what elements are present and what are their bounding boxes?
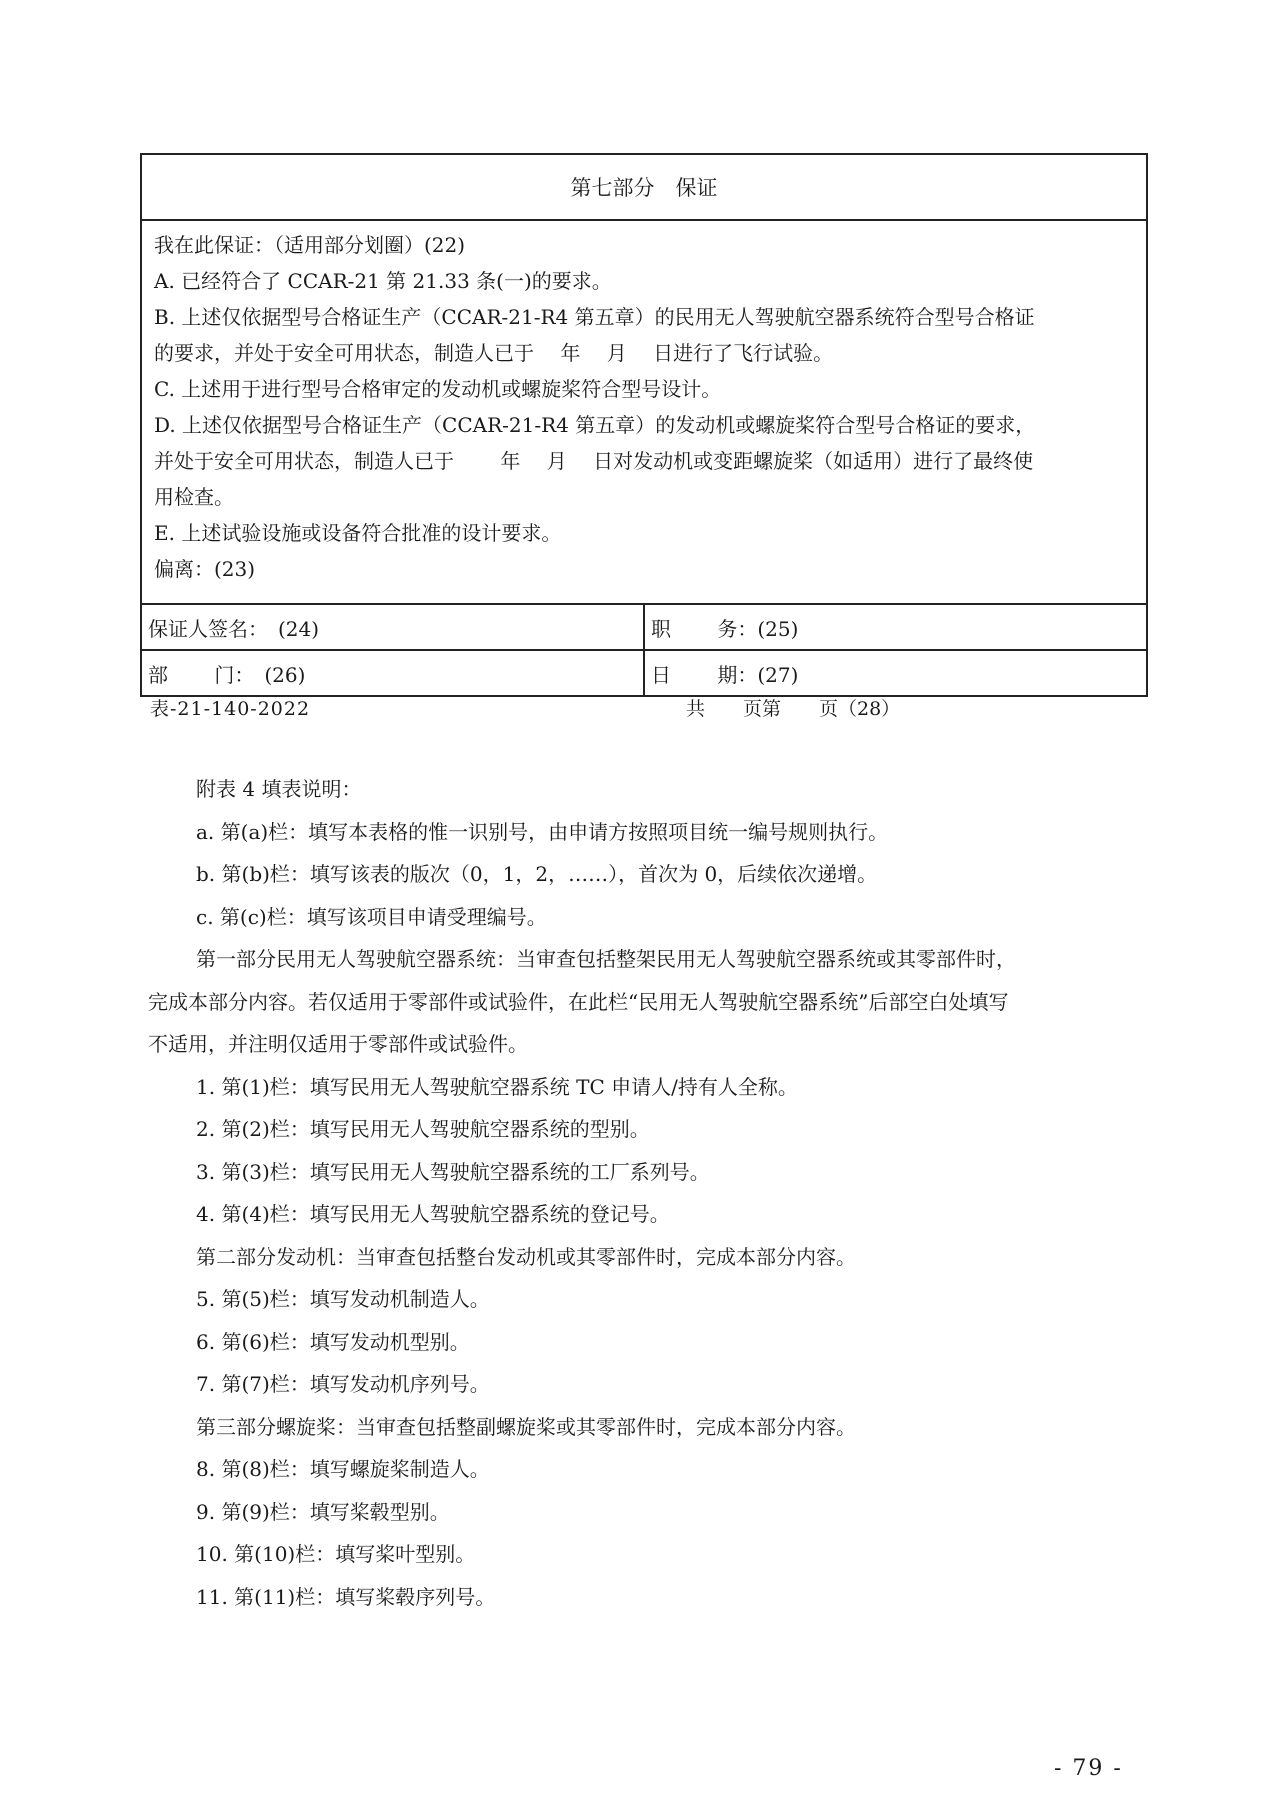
instruction-line: 不适用，并注明仅适用于零部件或试验件。: [148, 1032, 528, 1056]
position-field: 职 务：(25): [644, 604, 1147, 650]
signature-field: 保证人签名： (24): [141, 604, 644, 650]
instruction-line: 第一部分民用无人驾驶航空器系统：当审查包括整架民用无人驾驶航空器系统或其零部件时，: [196, 947, 1016, 971]
guarantee-form-table: [140, 153, 1148, 697]
body-line: 我在此保证：（适用部分划圈）(22): [154, 233, 466, 257]
instruction-line: 11. 第(11)栏：填写桨毂序列号。: [196, 1584, 496, 1609]
instruction-line: c. 第(c)栏：填写该项目申请受理编号。: [196, 904, 547, 929]
body-line: E. 上述试验设施或设备符合批准的设计要求。: [154, 521, 562, 545]
page-count: 共 页第 页（28）: [686, 698, 901, 720]
instruction-line: 7. 第(7)栏：填写发动机序列号。: [196, 1372, 490, 1396]
form-code: 表-21-140-2022: [150, 698, 311, 720]
filling-instructions: [148, 768, 1148, 1618]
page-number: - 79 -: [1054, 1756, 1123, 1781]
body-line: D. 上述仅依据型号合格证生产（CCAR-21-R4 第五章）的发动机或螺旋桨符合型号合格证的要求，: [154, 413, 1036, 437]
body-line: 用检查。: [154, 485, 234, 509]
department-field: 部 门： (26): [141, 650, 644, 696]
instruction-line: 第三部分螺旋桨：当审查包括整副螺旋桨或其零部件时，完成本部分内容。: [196, 1414, 856, 1439]
instruction-line: 1. 第(1)栏：填写民用无人驾驶航空器系统 TC 申请人/持有人全称。: [196, 1074, 798, 1099]
guarantee-body: [141, 220, 1147, 604]
instruction-line: 9. 第(9)栏：填写桨毂型别。: [196, 1499, 450, 1524]
instruction-line: 5. 第(5)栏：填写发动机制造人。: [196, 1287, 490, 1311]
instruction-line: 2. 第(2)栏：填写民用无人驾驶航空器系统的型别。: [196, 1117, 650, 1141]
instruction-line: 附表 4 填表说明：: [196, 777, 362, 801]
body-line: 并处于安全可用状态，制造人已于 年 月 日对发动机或变距螺旋桨（如适用）进行了最终使: [154, 449, 1034, 473]
section-title: 第七部分 保证: [141, 154, 1147, 220]
instruction-line: 6. 第(6)栏：填写发动机型别。: [196, 1329, 470, 1354]
body-line: 偏离：(23): [154, 557, 256, 581]
instruction-line: a. 第(a)栏：填写本表格的惟一识别号，由申请方按照项目统一编号规则执行。: [196, 819, 889, 844]
instruction-line: 第二部分发动机：当审查包括整台发动机或其零部件时，完成本部分内容。: [196, 1244, 856, 1269]
date-field: 日 期：(27): [644, 650, 1147, 696]
body-line: B. 上述仅依据型号合格证生产（CCAR-21-R4 第五章）的民用无人驾驶航空器系统符合型号合格证: [154, 305, 1035, 329]
instruction-line: 完成本部分内容。若仅适用于零部件或试验件，在此栏“民用无人驾驶航空器系统”后部空白处填写: [148, 989, 1009, 1014]
instruction-line: 10. 第(10)栏：填写桨叶型别。: [196, 1542, 476, 1566]
body-line: 的要求，并处于安全可用状态，制造人已于 年 月 日进行了飞行试验。: [154, 341, 834, 365]
instruction-line: 8. 第(8)栏：填写螺旋桨制造人。: [196, 1457, 490, 1481]
instruction-line: 3. 第(3)栏：填写民用无人驾驶航空器系统的工厂系列号。: [196, 1159, 710, 1184]
body-line: C. 上述用于进行型号合格审定的发动机或螺旋桨符合型号设计。: [154, 377, 722, 401]
instruction-line: b. 第(b)栏：填写该表的版次（0，1，2，……），首次为 0，后续依次递增。: [196, 862, 878, 886]
body-line: A. 已经符合了 CCAR-21 第 21.33 条(一)的要求。: [154, 269, 612, 293]
instruction-line: 4. 第(4)栏：填写民用无人驾驶航空器系统的登记号。: [196, 1202, 670, 1226]
